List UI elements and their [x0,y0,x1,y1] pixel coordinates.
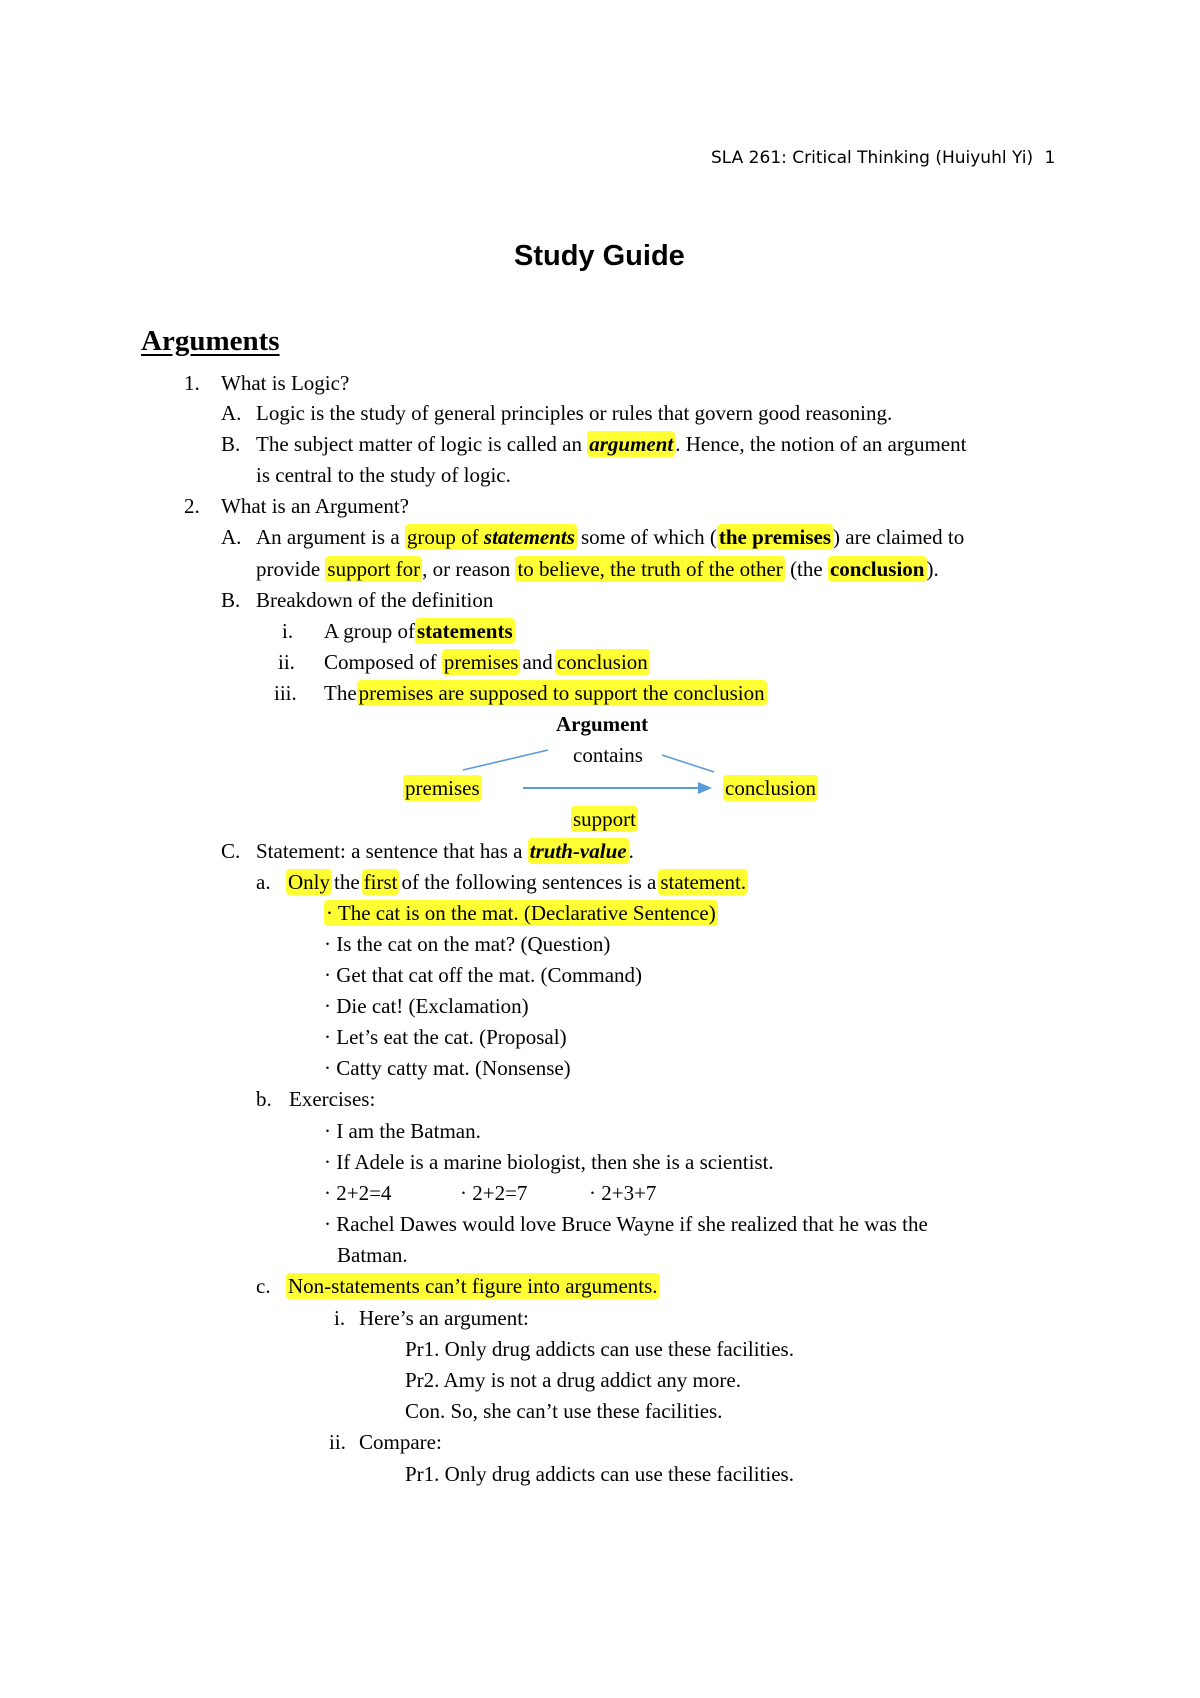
sub-a-item-highlighted: · The cat is on the mat. (Declarative Sentence) [326,901,716,925]
highlight-premises-support: premises are supposed to support the conclusion [358,681,765,705]
sub-a-text: of the following sentences is a [401,870,657,894]
diagram-contains-label: contains [573,743,643,767]
sub-c-ii-text: Compare: [359,1430,442,1454]
diagram-conclusion-label: conclusion [725,776,816,800]
q2-a-label: A. [221,525,242,549]
sub-a-item: · Catty catty mat. (Nonsense) [324,1056,571,1080]
exercise-item: · I am the Batman. [324,1119,481,1143]
q2-a-text-3: ) are claimed to [833,525,965,549]
highlight-premises: premises [443,650,519,674]
diagram-line-right [662,755,714,772]
diagram-premises-label: premises [405,776,480,800]
q2-number: 2. [184,494,200,518]
q2-b-label: B. [221,588,241,612]
header-text: SLA 261: Critical Thinking (Huiyuhl Yi) [711,148,1034,168]
q1-question: What is Logic? [221,371,350,395]
highlight-statement: statement. [660,870,747,894]
q2-b-text: Breakdown of the definition [256,588,494,612]
page-number: 1 [1044,148,1056,168]
c-text-post: . [628,839,634,863]
highlight-conclusion: conclusion [829,557,925,581]
q2-b-ii-text: Composed of [324,650,437,674]
sub-a-item: · Get that cat off the mat. (Command) [324,963,643,987]
sub-a-label: a. [256,870,271,894]
sub-a-the: the [334,870,360,894]
c-label: C. [221,839,241,863]
sub-a-line [286,869,748,895]
conclusion-line: Con. So, she can’t use these facilities. [405,1399,723,1423]
q2-a-text: An argument is a [256,525,400,549]
sub-b-text: Exercises: [289,1087,376,1111]
sub-c-line: Non-statements can’t figure into arguments. [288,1274,658,1298]
c-line [256,838,634,864]
q2-question: What is an Argument? [221,494,409,518]
q2-a-text-7: ). [926,557,939,581]
sub-b-label: b. [256,1087,272,1111]
premise-line: Pr2. Amy is not a drug addict any more. [405,1368,741,1392]
diagram-argument-label: Argument [556,712,649,736]
page-title: Study Guide [514,240,685,272]
q2-b-ii-and: and [522,650,553,674]
q2-a-text-6: (the [784,557,823,581]
highlight-truth-value: truth-value [529,839,627,863]
diagram-support-label: support [573,807,636,831]
highlight-argument: argument [589,432,674,456]
section-heading: Arguments [141,325,280,357]
sub-a-item: · Is the cat on the mat? (Question) [324,932,611,956]
q2-a-text-2: some of which ( [580,525,717,549]
sub-c-ii-label: ii. [329,1430,346,1454]
highlight-to-believe: to believe, the truth of the other [517,557,783,581]
q2-a-text-5: , or reason [422,557,511,581]
q2-b-ii-label: ii. [278,650,295,674]
exercise-item: · Rachel Dawes would love Bruce Wayne if she realized that he was the [324,1212,928,1236]
sub-a-item: · Die cat! (Exclamation) [324,994,529,1018]
q2-b-i-text: A group of [324,619,415,643]
sub-c-label: c. [256,1274,271,1298]
q1-number: 1. [184,371,200,395]
exercise-item: · 2+3+7 [589,1181,657,1205]
q1-b-label: B. [221,432,241,456]
q2-b-iii-label: iii. [274,681,297,705]
q1-a-label: A. [221,401,242,425]
highlight-support-for: support for [327,557,421,581]
diagram-line-left [463,750,548,770]
sub-c-i-label: i. [334,1306,346,1330]
diagram-arrowhead-icon [698,782,712,794]
q1-b-line2: is central to the study of logic. [256,463,511,487]
highlight-first: first [363,870,398,894]
c-text: Statement: a sentence that has a [256,839,523,863]
premise-line: Pr1. Only drug addicts can use these facilities. [405,1337,794,1361]
sub-a-item: · Let’s eat the cat. (Proposal) [324,1025,567,1049]
exercise-item: · 2+2=4 [324,1181,392,1205]
sub-c-i-text: Here’s an argument: [359,1306,529,1330]
q2-a-text-4: provide [256,557,321,581]
q1-b-text-post: . Hence, the notion of an argument [675,432,967,456]
exercise-item-cont: Batman. [337,1243,408,1267]
highlight-conclusion-2: conclusion [556,650,648,674]
q2-b-iii-text: The [324,681,357,705]
q2-b-i-label: i. [282,619,294,643]
premise-line: Pr1. Only drug addicts can use these facilities. [405,1462,794,1486]
exercise-item: · 2+2=7 [460,1181,528,1205]
q1-a-text: Logic is the study of general principles or rules that govern good reasoning. [256,401,893,425]
highlight-only: Only [288,870,330,894]
highlight-statements: statements [417,619,513,643]
q1-b-text: The subject matter of logic is called an [256,432,582,456]
highlight-the-premises: the premises [718,525,832,549]
highlight-group-of-statements: group of statements [406,525,575,549]
exercise-item: · If Adele is a marine biologist, then she is a scientist. [324,1150,774,1174]
